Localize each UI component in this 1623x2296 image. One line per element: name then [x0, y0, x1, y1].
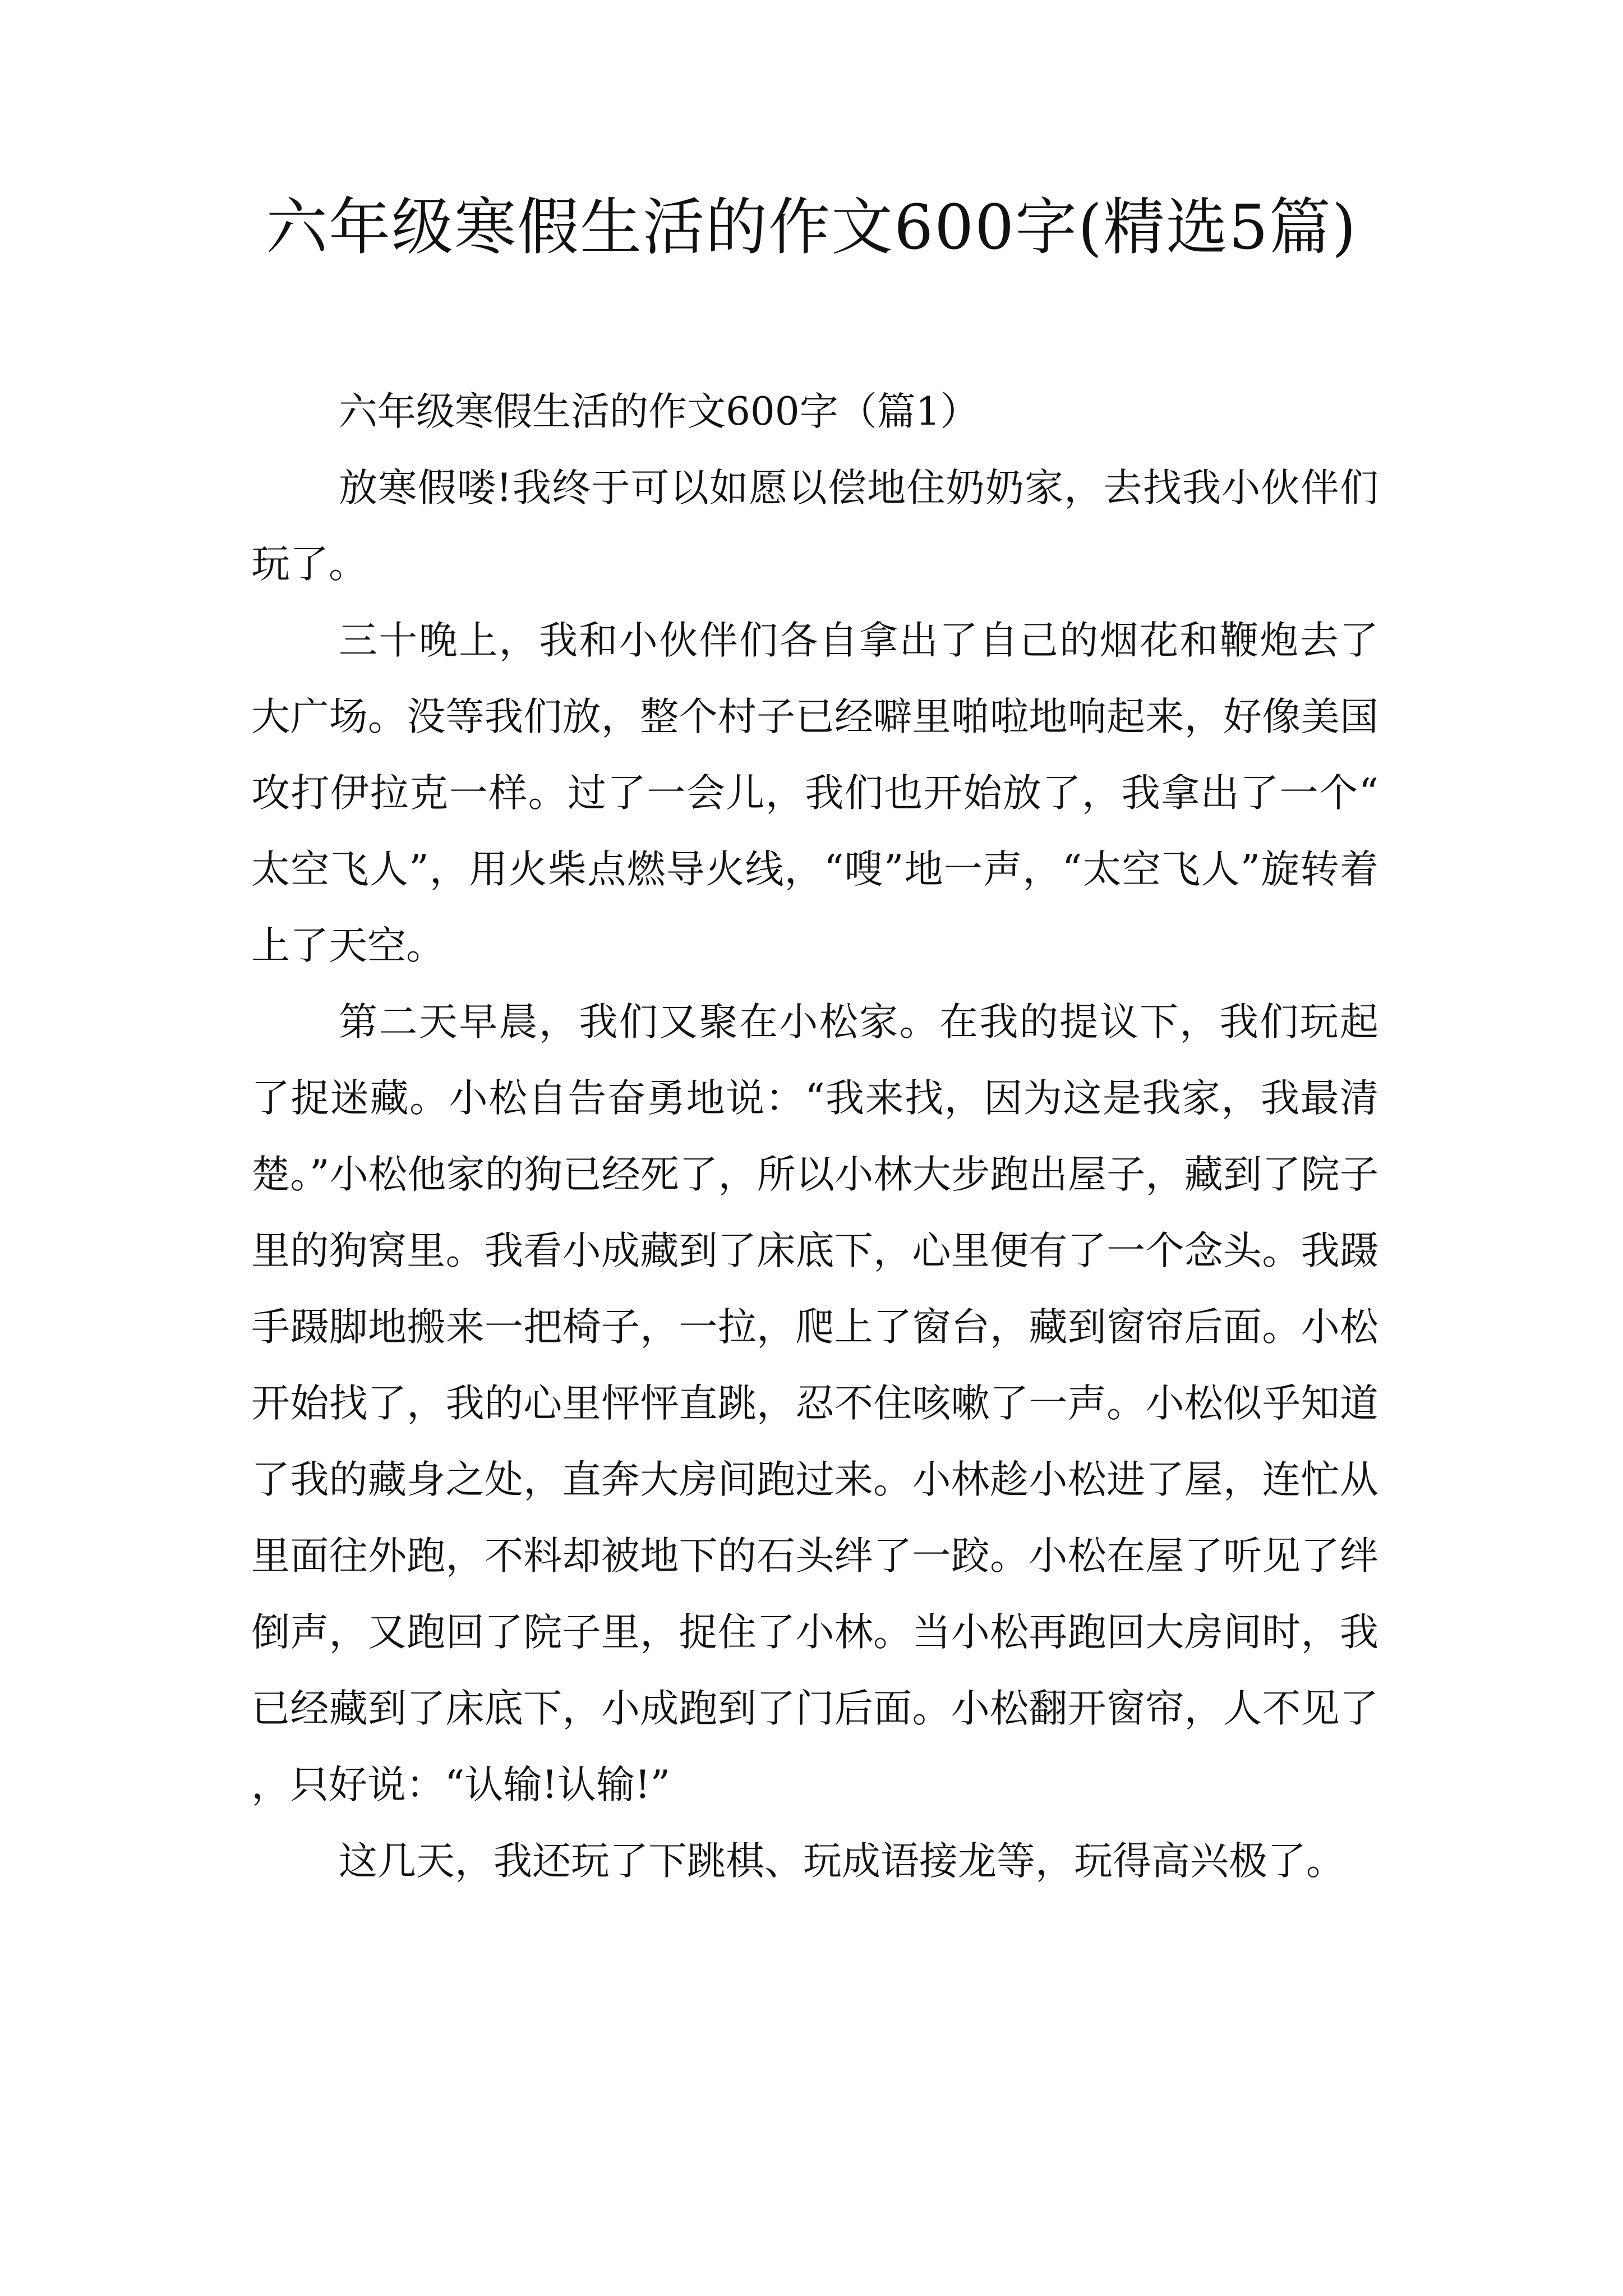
paragraph-1: 放寒假喽!我终于可以如愿以偿地住奶奶家，去找我小伙伴们玩了。 [251, 466, 1378, 587]
document-title: 六年级寒假生活的作文600字(精选5篇) [266, 191, 1357, 263]
paragraph-2: 三十晚上，我和小伙伴们各自拿出了自己的烟花和鞭炮去了大广场。没等我们放，整个村子已经噼里啪啦地响起来，好像美国攻打伊拉克一样。过了一会儿，我们也开始放了，我拿出了一个“太空飞人”，用火柴点燃导火线，“嗖”地一声，“太空飞人”旋转着上了天空。 [251, 618, 1378, 968]
paragraph-4: 这几天，我还玩了下跳棋、玩成语接龙等，玩得高兴极了。 [339, 1839, 1345, 1884]
document-body [251, 374, 1378, 1899]
section-heading: 六年级寒假生活的作文600字（篇1） [339, 389, 979, 434]
paragraph-3: 第二天早晨，我们又聚在小松家。在我的提议下，我们玩起了捉迷藏。小松自告奋勇地说：“我来找，因为这是我家，我最清楚。”小松他家的狗已经死了，所以小林大步跑出屋子，藏到了院子里的狗窝里。我看小成藏到了床底下，心里便有了一个念头。我蹑手蹑脚地搬来一把椅子，一拉，爬上了窗台，藏到窗帘后面。小松开始找了，我的心里怦怦直跳，忍不住咳嗽了一声。小松似乎知道了我的藏身之处，直奔大房间跑过来。小林趁小松进了屋，连忙从里面往外跑，不料却被地下的石头绊了一跤。小松在屋了听见了绊倒声，又跑回了院子里，捉住了小林。当小松再跑回大房间时，我已经藏到了床底下，小成跑到了门后面。小松翻开窗帘，人不见了，只好说：“认输!认输!” [251, 1000, 1378, 1807]
